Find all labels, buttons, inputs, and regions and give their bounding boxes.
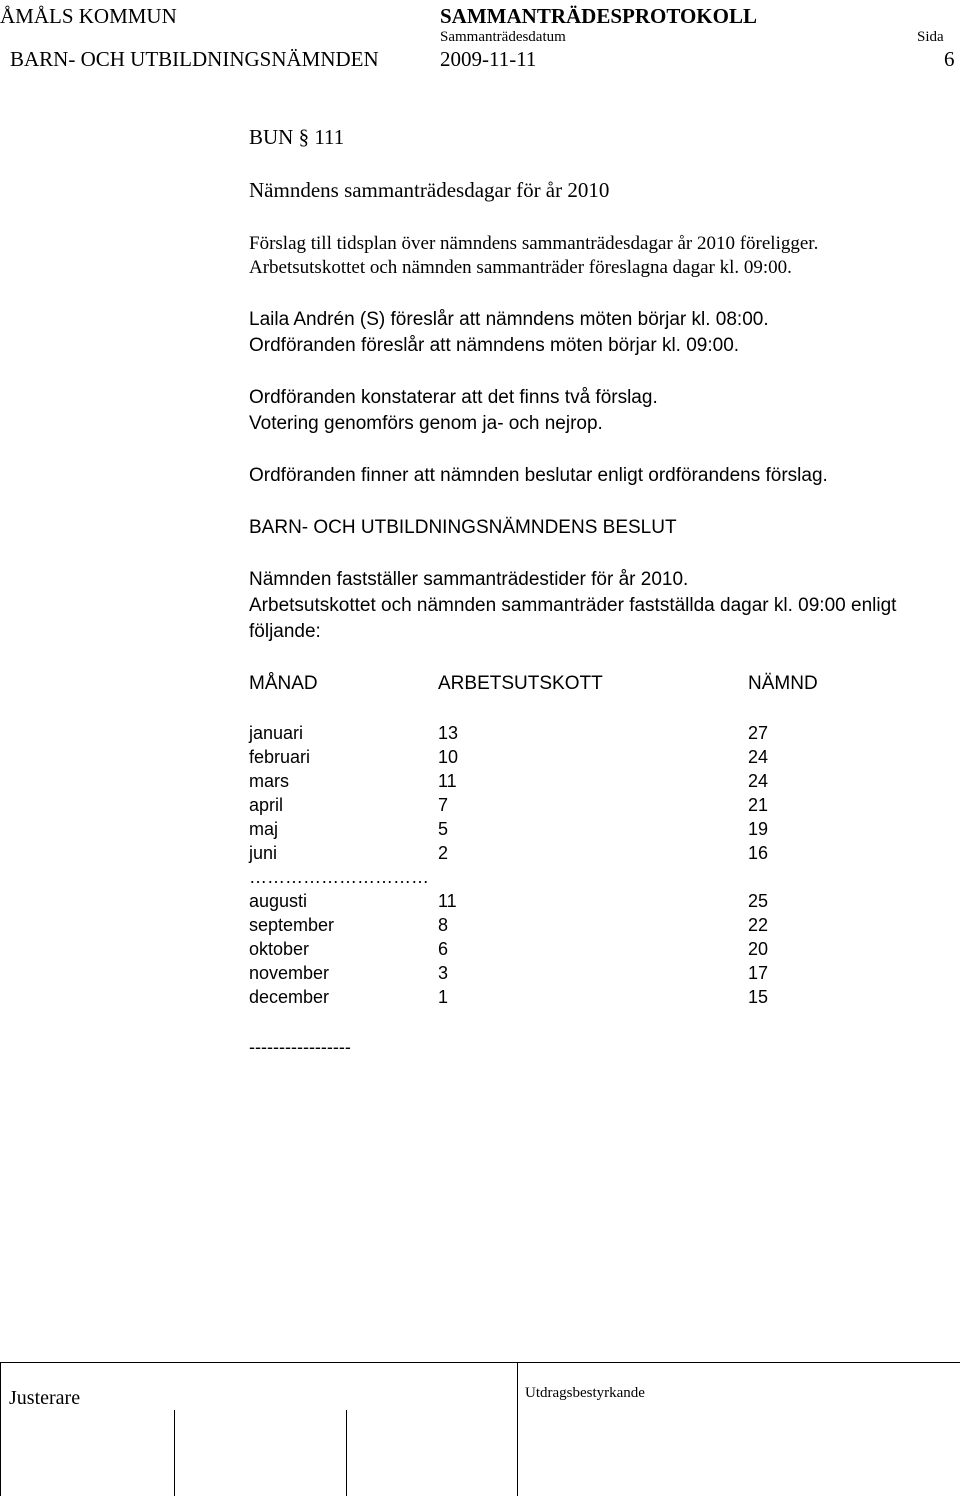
cell-board: 15 [748, 987, 769, 1007]
cell-board: 22 [748, 915, 769, 935]
cell-month: maj [249, 819, 279, 839]
cell-committee: 11 [438, 891, 457, 911]
footer-divider [517, 1362, 518, 1496]
end-separator: ----------------- [249, 1037, 351, 1057]
section-title: Nämndens sammanträdesdagar för år 2010 [249, 178, 610, 202]
table-row [249, 868, 849, 890]
cell-board: 24 [748, 747, 769, 767]
page-label: Sida [917, 29, 944, 45]
cell-board: 17 [748, 963, 769, 983]
paragraph-line: Laila Andrén (S) föreslår att nämndens möten börjar kl. 08:00. [249, 309, 769, 330]
cell-month: april [249, 795, 284, 815]
table-row [249, 988, 849, 1010]
cell-month: januari [249, 723, 304, 743]
meeting-date: 2009-11-11 [440, 47, 537, 71]
cell-month: oktober [249, 939, 310, 959]
table-row [249, 748, 849, 770]
footer-divider [0, 1362, 1, 1496]
cell-month: februari [249, 747, 311, 767]
cell-board: 16 [748, 843, 769, 863]
cell-board: 27 [748, 723, 769, 743]
column-header-committee: ARBETSUTSKOTT [438, 673, 603, 694]
table-row [249, 796, 849, 818]
cell-committee: 6 [438, 939, 449, 959]
table-row [249, 772, 849, 794]
table-row [249, 916, 849, 938]
page-number: 6 [944, 47, 955, 71]
paragraph-line: följande: [249, 621, 321, 642]
cell-board: 19 [748, 819, 769, 839]
cell-committee: 10 [438, 747, 459, 767]
column-header-board: NÄMND [748, 673, 818, 694]
paragraph-line: Nämnden fastställer sammanträdestider för år 2010. [249, 569, 689, 590]
meeting-date-label: Sammanträdesdatum [440, 29, 566, 45]
paragraph-line: Förslag till tidsplan över nämndens sammanträdesdagar år 2010 föreligger. [249, 233, 819, 254]
cell-committee: 8 [438, 915, 449, 935]
table-row [249, 940, 849, 962]
column-header-month: MÅNAD [249, 673, 318, 694]
cell-board: 20 [748, 939, 769, 959]
cell-month: december [249, 987, 330, 1007]
cell-committee: 11 [438, 771, 457, 791]
decision-heading: BARN- OCH UTBILDNINGSNÄMNDENS BESLUT [249, 517, 677, 538]
cell-month: augusti [249, 891, 308, 911]
paragraph-line: Ordföranden föreslår att nämndens möten börjar kl. 09:00. [249, 335, 740, 356]
adjuster-label: Justerare [9, 1387, 81, 1409]
paragraph-line: Votering genomförs genom ja- och nejrop. [249, 413, 603, 434]
cell-board: 24 [748, 771, 769, 791]
paragraph-line: Arbetsutskottet och nämnden sammanträder föreslagna dagar kl. 09:00. [249, 257, 792, 278]
document-type: SAMMANTRÄDESPROTOKOLL [440, 4, 757, 28]
cell-committee: 2 [438, 843, 449, 863]
cell-month: mars [249, 771, 289, 791]
table-row [249, 724, 849, 746]
cell-month: juni [249, 843, 278, 863]
paragraph-line: Ordföranden konstaterar att det finns två förslag. [249, 387, 658, 408]
table-row [249, 820, 849, 842]
footer-rule [0, 1362, 960, 1363]
footer-divider [346, 1410, 347, 1496]
board-name: BARN- OCH UTBILDNINGSNÄMNDEN [10, 47, 379, 71]
cell-month: ………………………… [249, 867, 429, 887]
cell-committee: 13 [438, 723, 459, 743]
table-row [249, 964, 849, 986]
table-row [249, 892, 849, 914]
cell-board: 25 [748, 891, 769, 911]
cell-committee: 3 [438, 963, 449, 983]
paragraph-line: Arbetsutskottet och nämnden sammanträder fastställda dagar kl. 09:00 enligt [249, 595, 897, 616]
cell-committee: 1 [438, 987, 449, 1007]
cell-committee: 7 [438, 795, 449, 815]
cell-board: 21 [748, 795, 769, 815]
cell-committee: 5 [438, 819, 449, 839]
section-id: BUN § 111 [249, 125, 345, 149]
table-row [249, 844, 849, 866]
certifier-label: Utdragsbestyrkande [525, 1385, 645, 1401]
cell-month: november [249, 963, 330, 983]
municipality-name: ÅMÅLS KOMMUN [0, 4, 177, 28]
footer-divider [174, 1410, 175, 1496]
cell-month: september [249, 915, 335, 935]
table-header [249, 674, 849, 696]
paragraph-line: Ordföranden finner att nämnden beslutar enligt ordförandens förslag. [249, 465, 828, 486]
